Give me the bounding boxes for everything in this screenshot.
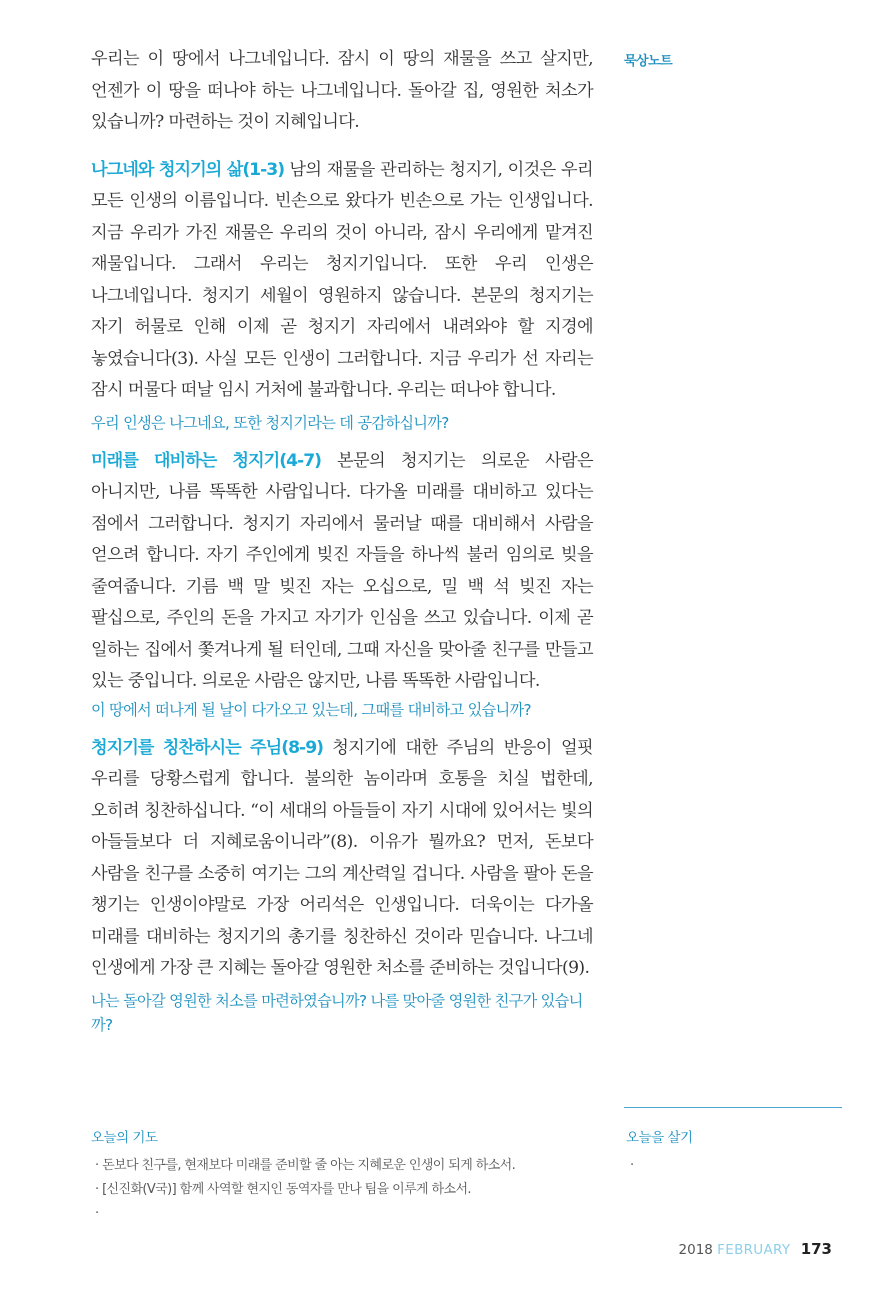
- section-2-body: 본문의 청지기는 의로운 사람은 아니지만, 나름 똑똑한 사람입니다. 다가올 미래를 대비하고 있다는 점에서 그러합니다. 청지기 자리에서 물러날 때를 대비해서 사람을 얻으려 합니다. 자기 주인에게 빚진 자들을 하나씩 불러 임의로 빚을 줄여줍니다. 기름 백 말 빚진 자는 오십으로, 밀 백 석 빚진 자는 팔십으로, 주인의 돈을 가지고 자기가 인심을 쓰고 있습니다. 이제 곧 일하는 집에서 쫓겨나게 될 터인데, 그때 자신을 맞아줄 친구를 만들고 있는 중입니다. 의로운 사람은 않지만, 나름 똑똑한 사람입니다.: [91, 450, 594, 691]
- prayer-item: ·: [95, 1206, 99, 1221]
- section-1-body: 남의 재물을 관리하는 청지기, 이것은 우리 모든 인생의 이름입니다. 빈손으로 왔다가 빈손으로 가는 인생입니다. 지금 우리가 가진 재물은 우리의 것이 아니라, 잠시 우리에게 맡겨진 재물입니다. 그래서 우리는 청지기입니다. 또한 우리 인생은 나그네입니다. 청지기 세월이 영원하지 않습니다. 본문의 청지기는 자기 허물로 인해 이제 곧 청지기 자리에서 내려와야 할 지경에 놓였습니다(3). 사실 모든 인생이 그러합니다. 지금 우리가 선 자리는 잠시 머물다 떠날 임시 거처에 불과합니다. 우리는 떠나야 합니다.: [91, 159, 593, 400]
- prayer-block: [91, 1126, 601, 1226]
- main-content: [91, 44, 593, 1037]
- section-1-question: 우리 인생은 나그네요, 또한 청지기라는 데 공감하십니까?: [91, 413, 449, 432]
- section-2-paragraph: [91, 446, 593, 698]
- section-1-paragraph: [91, 155, 593, 407]
- living-item: ·: [630, 1158, 634, 1173]
- prayer-title: 오늘의 기도: [91, 1130, 158, 1146]
- section-2-heading: 미래를 대비하는 청지기(4-7): [91, 450, 322, 471]
- living-block: [626, 1126, 836, 1178]
- page-footer: [679, 1240, 832, 1258]
- living-title: 오늘을 살기: [626, 1130, 693, 1146]
- prayer-item: · 돈보다 친구를, 현재보다 미래를 준비할 줄 아는 지혜로운 인생이 되게 하소서.: [95, 1158, 516, 1173]
- section-2-question: 이 땅에서 떠나게 될 날이 다가오고 있는데, 그때를 대비하고 있습니까?: [91, 700, 531, 719]
- section-1-heading: 나그네와 청지기의 삶(1-3): [91, 159, 285, 180]
- section-3-heading: 청지기를 칭찬하시는 주님(8-9): [91, 737, 324, 758]
- footer-month: FEBRUARY: [717, 1242, 791, 1258]
- intro-paragraph: 우리는 이 땅에서 나그네입니다. 잠시 이 땅의 재물을 쓰고 살지만, 언젠가 이 땅을 떠나야 하는 나그네입니다. 돌아갈 집, 영원한 처소가 있습니까? 마련하는 것이 지혜입니다.: [91, 49, 593, 132]
- section-3-body: 청지기에 대한 주님의 반응이 얼핏 우리를 당황스럽게 합니다. 불의한 놈이라며 호통을 치실 법한데, 오히려 칭찬하십니다. “이 세대의 아들들이 자기 시대에 있어서는 빛의 아들들보다 더 지혜로움이니라”(8). 이유가 뭘까요? 먼저, 돈보다 사람을 친구를 소중히 여기는 그의 계산력일 겁니다. 사람을 팔아 돈을 챙기는 인생이야말로 가장 어리석은 인생입니다. 더욱이는 다가올 미래를 대비하는 청지기의 총기를 칭찬하신 것이라 믿습니다. 나그네 인생에게 가장 큰 지혜는 돌아갈 영원한 처소를 준비하는 것입니다(9).: [91, 737, 593, 978]
- section-3-question: 나는 돌아갈 영원한 처소를 마련하였습니까? 나를 맞아줄 영원한 친구가 있습니까?: [91, 991, 583, 1034]
- side-divider: [624, 1107, 842, 1108]
- footer-year: 2018: [678, 1242, 713, 1258]
- section-3-paragraph: [91, 733, 593, 985]
- prayer-item: · [신진화(V국)] 함께 사역할 현지인 동역자를 만나 팀을 이루게 하소서.: [95, 1182, 471, 1197]
- page-number: 173: [800, 1240, 832, 1258]
- meditation-note-label: 묵상노트: [624, 54, 673, 69]
